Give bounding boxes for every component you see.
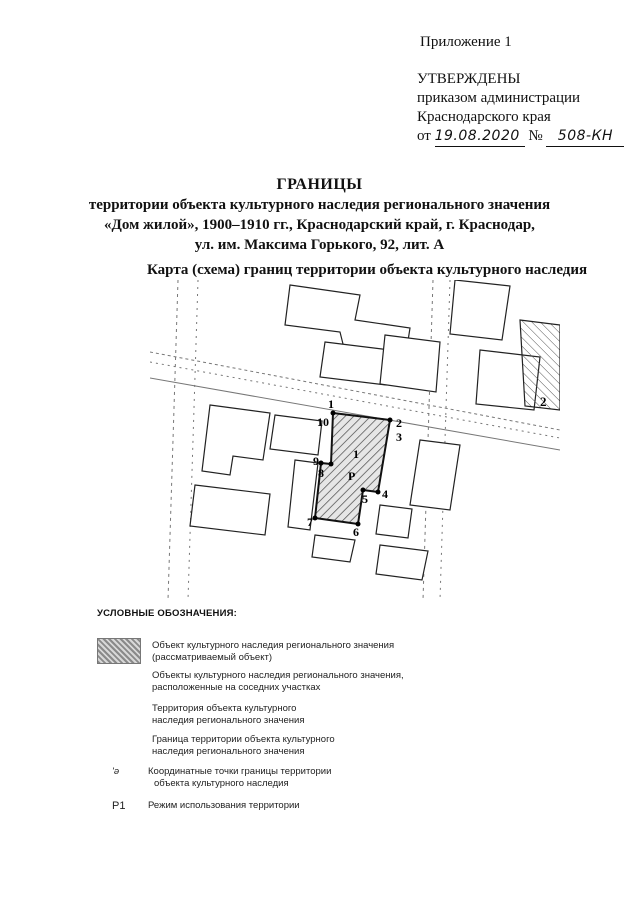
legend-item-neighbors-line-2: расположенные на соседних участках (152, 682, 321, 693)
legend-symbol-regime: Р1 (112, 800, 126, 812)
legend-item-object-line-2: (рассматриваемый объект) (152, 652, 272, 663)
legend-item-object-line-1: Объект культурного наследия регионального значения (152, 640, 395, 651)
legend-item-boundary-line-1: Граница территории объекта культурного (152, 734, 335, 745)
point-label-2: 2 (396, 416, 402, 430)
approved-line-1: приказом администрации (417, 90, 581, 106)
point-label-4: 4 (382, 487, 388, 501)
approved-date-line (417, 127, 624, 147)
point-4-marker (376, 490, 381, 495)
legend-item-neighbors-line-1: Объекты культурного наследия регионального значения, (152, 670, 404, 681)
approval-block (417, 70, 624, 147)
legend-symbol-points: 'ə (112, 766, 120, 777)
date-handwritten: 19.08.2020 (435, 127, 525, 147)
legend-item-territory (152, 703, 305, 727)
number-label: № (528, 128, 543, 144)
from-label: от (417, 128, 431, 144)
point-label-5: 5 (362, 492, 368, 506)
point-7-marker (313, 516, 318, 521)
legend-item-points (148, 766, 331, 790)
point-label-6: 6 (353, 525, 359, 539)
number-handwritten: 508-КН (546, 127, 624, 147)
approved-title: УТВЕРЖДЕНЫ (417, 71, 521, 87)
title-line-2: «Дом жилой», 1900–1910 гг., Краснодарский край, г. Краснодар, (104, 217, 535, 233)
appendix-label: Приложение 1 (420, 34, 512, 50)
point-label-8: 8 (318, 466, 324, 480)
approved-line-2: Краснодарского края (417, 109, 551, 125)
legend-item-boundary-line-2: наследия регионального значения (152, 746, 305, 757)
zone-label: Р (348, 469, 356, 483)
point-label-3: 3 (396, 430, 402, 444)
neighbor-label: 2 (540, 394, 547, 409)
point-label-9: 9 (313, 454, 319, 468)
point-label-10: 10 (317, 415, 329, 429)
map-caption: Карта (схема) границ территории объекта культурного наследия (147, 262, 588, 278)
point-label-1: 1 (328, 397, 334, 411)
object-label: 1 (353, 447, 359, 461)
legend-swatch-object (97, 638, 141, 664)
title-heading: ГРАНИЦЫ (276, 176, 363, 193)
title-line-1: территории объекта культурного наследия регионального значения (88, 197, 551, 213)
title-line-3: ул. им. Максима Горького, 92, лит. А (194, 237, 445, 253)
legend-item-territory-line-1: Территория объекта культурного (152, 703, 297, 714)
legend-item-regime: Режим использования территории (148, 800, 300, 811)
legend-item-points-line-1: Координатные точки границы территории (148, 766, 332, 777)
point-2-marker (388, 418, 393, 423)
point-1-marker (331, 411, 336, 416)
point-9-marker (329, 462, 334, 467)
point-8-marker (319, 461, 324, 466)
legend-item-points-line-2: объекта культурного наследия (154, 778, 289, 789)
boundary-map (150, 280, 560, 600)
legend-item-neighbors (152, 670, 404, 694)
document-title (0, 175, 639, 255)
legend-item-boundary (152, 734, 335, 758)
legend-item-object (152, 640, 394, 664)
legend-item-territory-line-2: наследия регионального значения (152, 715, 305, 726)
legend-heading: УСЛОВНЫЕ ОБОЗНАЧЕНИЯ: (97, 608, 238, 619)
point-label-7: 7 (307, 515, 313, 529)
